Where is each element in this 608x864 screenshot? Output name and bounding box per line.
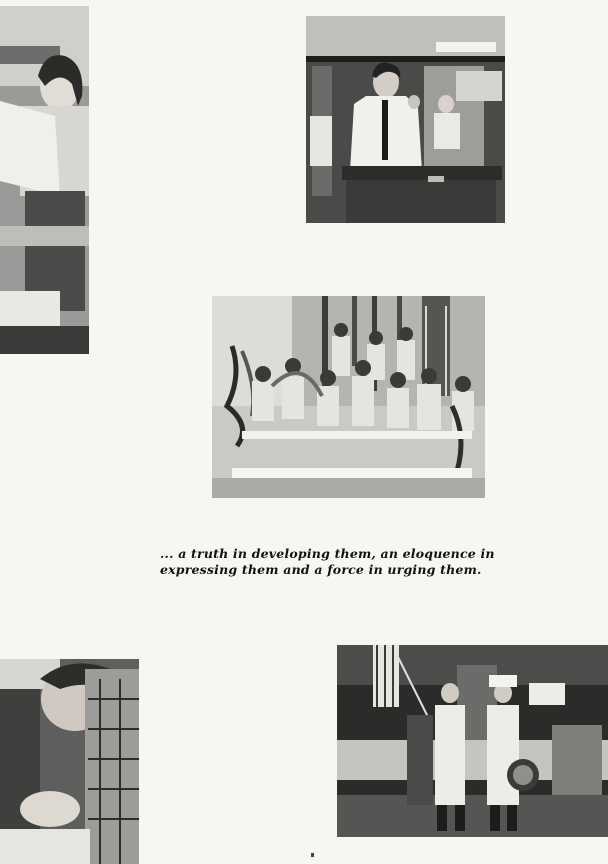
photo-flag-parade: [337, 645, 608, 837]
caption-line-2: expressing them and a force in urging them.: [160, 562, 482, 577]
caption-line-1: ... a truth in developing them, an eloquence in: [160, 546, 495, 561]
page-mark: [311, 853, 314, 857]
photo-speaker-at-podium: [306, 16, 505, 223]
photo-girl-reading: [0, 6, 89, 354]
photo-boy-closeup: [0, 659, 139, 864]
photo-students-with-streamers: [212, 296, 485, 498]
caption: [160, 546, 540, 578]
